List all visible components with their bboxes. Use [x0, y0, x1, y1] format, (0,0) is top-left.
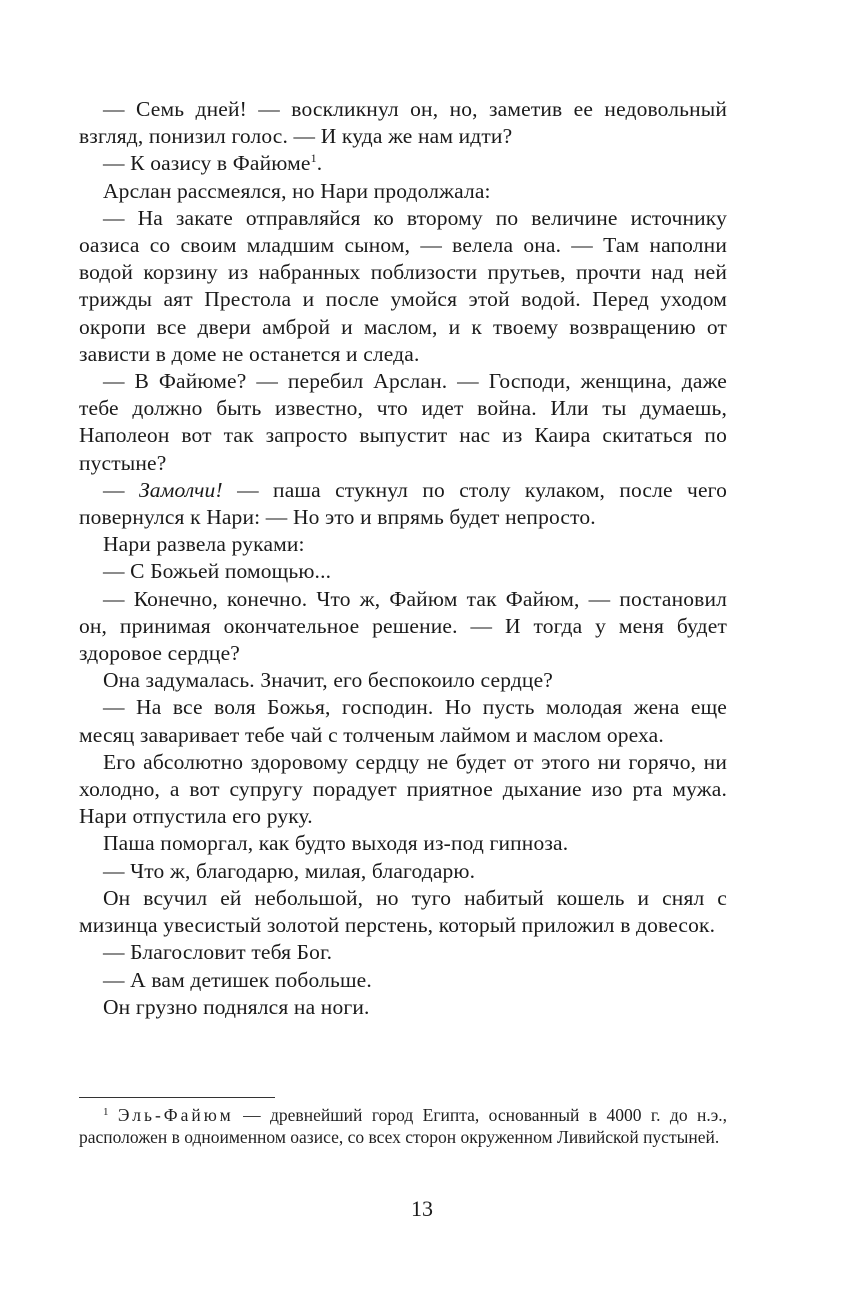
paragraph: Он всучил ей небольшой, но туго набитый кошель и снял с мизинца увесистый золотой перстень, который приложил в довесок. [79, 885, 727, 938]
paragraph: — Благословит тебя Бог. [103, 940, 333, 965]
paragraph: Он грузно поднялся на ноги. [103, 994, 370, 1019]
paragraph: Его абсолютно здоровому сердцу не будет от этого ни горячо, ни холодно, а вот супругу порадует приятное дыхание изо рта мужа. Нари отпустила его руку. [79, 749, 727, 829]
page-number: 13 [411, 1196, 433, 1221]
paragraph: — Что ж, благодарю, милая, благодарю. [103, 858, 476, 883]
paragraph-text: — К оазису в Файюме [103, 151, 311, 176]
paragraph: — С Божьей помощью... [103, 559, 332, 584]
paragraph: — Семь дней! — воскликнул он, но, заметив ее недовольный взгляд, понизил голос. — И куда же нам идти? [79, 97, 727, 149]
paragraph: — На все воля Божья, господин. Но пусть молодая жена еще месяц заваривает тебе чай с толченым лаймом и маслом ореха. [79, 695, 727, 747]
paragraph: Паша поморгал, как будто выходя из-под гипноза. [103, 831, 569, 856]
main-text [79, 96, 727, 1021]
paragraph-text: — паша стукнул по столу кулаком, после чего повернулся к Нари: — Но это и впрямь будет непросто. [79, 477, 727, 530]
paragraph [79, 477, 727, 531]
paragraph: — Конечно, конечно. Что ж, Файюм так Файюм, — постановил он, принимая окончательное решение. — И тогда у меня будет здоровое сердце? [79, 586, 727, 666]
footnote [79, 1104, 727, 1148]
paragraph: — На закате отправляйся ко второму по величине источнику оазиса со своим младшим сыном, — велела она. — Там наполни водой корзину из набранных поблизости прутьев, прочти над ней трижды аят Престола и после умойся этой водой. Перед уходом окропи все двери амброй и маслом, и к твоему возвращению от зависти в доме не останется и следа. [79, 205, 727, 366]
footnote-number: 1 [103, 1106, 109, 1118]
footnote-text: — древнейший город Египта, основанный в 4000 г. до н.э., расположен в одноименном оазисе, со всех сторон окруженном Ливийской пустыней. [79, 1105, 727, 1147]
footnote-term: Эль-Файюм [117, 1105, 234, 1125]
paragraph: Нари развела руками: [103, 532, 305, 557]
paragraph: Она задумалась. Значит, его беспокоило сердце? [103, 668, 553, 693]
footnote-reference: 1 [310, 151, 317, 166]
paragraph-text: . [316, 151, 323, 176]
footnote-divider [79, 1097, 275, 1098]
paragraph: Арслан рассмеялся, но Нари продолжала: [103, 178, 491, 203]
italic-emphasis: Замолчи! [138, 477, 223, 502]
paragraph [79, 150, 727, 177]
paragraph: — А вам детишек побольше. [103, 967, 372, 992]
paragraph: — В Файюме? — перебил Арслан. — Господи, женщина, даже тебе должно быть известно, что идет война. Или ты думаешь, Наполеон вот так запросто выпустит нас из Каира скитаться по пустыне? [79, 369, 727, 475]
paragraph-text: — [103, 477, 139, 502]
